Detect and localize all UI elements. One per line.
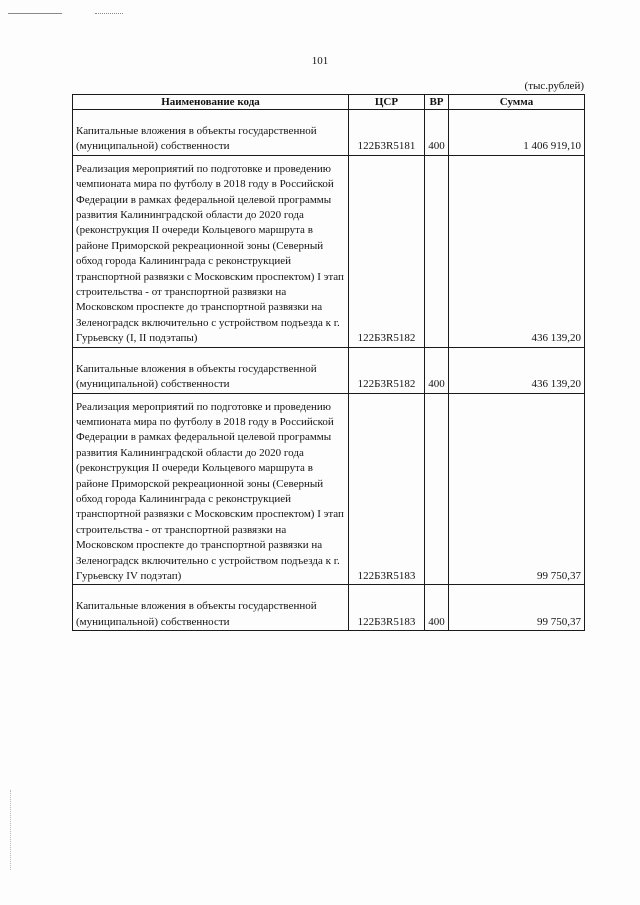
table-row bbox=[73, 110, 585, 156]
budget-table bbox=[72, 94, 585, 631]
units-label: (тыс.рублей) bbox=[524, 80, 584, 92]
cell-name bbox=[73, 110, 349, 156]
table-row bbox=[73, 347, 585, 393]
header-csr: ЦСР bbox=[349, 95, 425, 110]
cell-vr: 400 bbox=[425, 110, 449, 156]
table-row bbox=[73, 585, 585, 631]
cell-name bbox=[73, 347, 349, 393]
cell-name bbox=[73, 393, 349, 585]
page-number: 101 bbox=[311, 55, 329, 67]
cell-csr: 122Б3R5183 bbox=[349, 393, 425, 585]
row-name-text: Реализация мероприятий по подготовке и проведению чемпионата мира по футболу в 2018 году в Российской Федерации в рамках федеральной целевой программы развития Калининградской области до 2020 года (реконструкция II очереди Кольцевого маршрута в районе Приморской рекреационной зоны (Северный обход города Калининграда с реконструкцией транспортной развязки с Московским проспектом) I этап строительства - от транспортной развязки на Московском проспекте до транспортной развязки на Зеленоградск включительно с устройством подъезда к г. Гурьевску (I, II подэтапы) bbox=[76, 162, 344, 345]
cell-sum: 99 750,37 bbox=[449, 393, 585, 585]
row-name-text: Капитальные вложения в объекты государственной (муниципальной) собственности bbox=[76, 125, 317, 153]
row-name-text: Капитальные вложения в объекты государственной (муниципальной) собственности bbox=[76, 362, 317, 391]
cell-sum: 1 406 919,10 bbox=[449, 110, 585, 156]
cell-sum: 436 139,20 bbox=[449, 155, 585, 347]
table-row bbox=[73, 155, 585, 347]
cell-csr: 122Б3R5182 bbox=[349, 347, 425, 393]
cell-sum: 436 139,20 bbox=[449, 347, 585, 393]
cell-csr: 122Б3R5182 bbox=[349, 155, 425, 347]
header-sum: Сумма bbox=[449, 95, 585, 110]
table-row bbox=[73, 393, 585, 585]
scan-artifact bbox=[10, 790, 11, 870]
cell-name bbox=[73, 155, 349, 347]
cell-csr: 122Б3R5181 bbox=[349, 110, 425, 156]
scan-artifact bbox=[8, 13, 62, 14]
row-name-text: Капитальные вложения в объекты государственной (муниципальной) собственности bbox=[76, 600, 317, 628]
header-name: Наименование кода bbox=[73, 95, 349, 110]
cell-vr: 400 bbox=[425, 347, 449, 393]
header-vr: ВР bbox=[425, 95, 449, 110]
cell-vr bbox=[425, 393, 449, 585]
row-name-text: Реализация мероприятий по подготовке и проведению чемпионата мира по футболу в 2018 году в Российской Федерации в рамках федеральной целевой программы развития Калининградской области до 2020 года (реконструкция II очереди Кольцевого маршрута в районе Приморской рекреационной зоны (Северный обход города Калининграда с реконструкцией транспортной развязки с Московским проспектом) I этап строительства - от транспортной развязки на Московском проспекте до транспортной развязки на Зеленоградск включительно с устройством подъезда к г. Гурьевску IV подэтап) bbox=[76, 400, 344, 582]
table-header-row bbox=[73, 95, 585, 110]
cell-sum: 99 750,37 bbox=[449, 585, 585, 631]
cell-vr: 400 bbox=[425, 585, 449, 631]
cell-vr bbox=[425, 155, 449, 347]
cell-csr: 122Б3R5183 bbox=[349, 585, 425, 631]
scan-artifact bbox=[95, 13, 123, 14]
cell-name bbox=[73, 585, 349, 631]
